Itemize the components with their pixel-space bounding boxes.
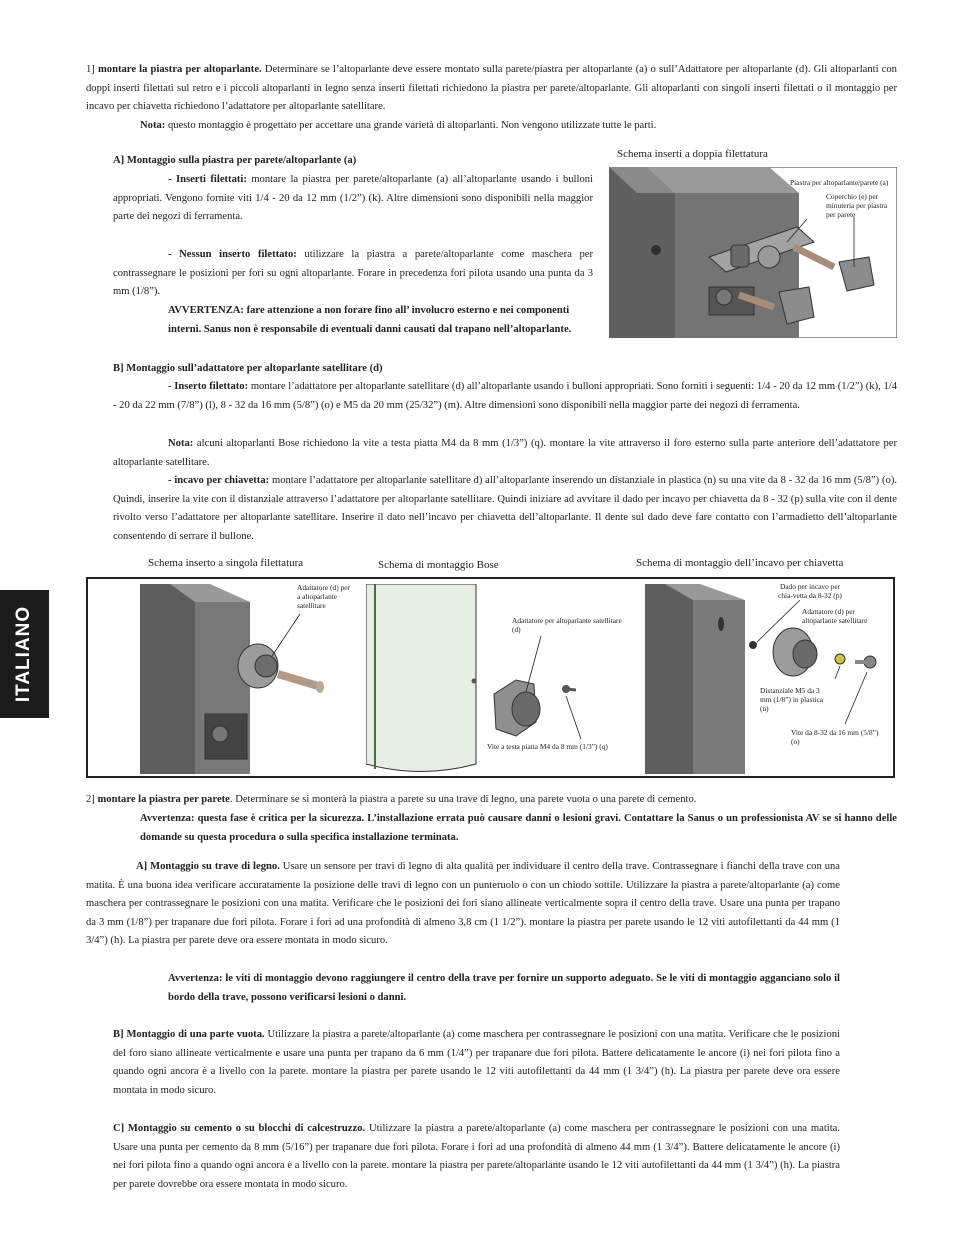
- section2-num: 2]: [86, 794, 95, 805]
- section1-B-keyhole: [113, 472, 897, 546]
- section2-B: [113, 1026, 840, 1100]
- fig2-label-adapter: Adattatore per altoparlante satellitare (d): [512, 616, 622, 634]
- fig1-label-adapter: Adattatore (d) per a altoparlante satellitare: [297, 583, 350, 610]
- section1-A-threaded: [113, 171, 593, 227]
- section2-A-text: Usare un sensore per travi di legno di alta qualità per individuare il centro della trave. Contrassegnare i fianchi della trave con una matita. È una buona idea verificare accuratamente la posizione delle travi di legno con un punteruolo o con un chiodo sottile. Utilizzare la piastra a parete/altoparlante (a) come maschera per contrassegnare le posizioni con una matita. Verificare che le posizioni dei fori siano allineate verticalmente sopra il centro della trave. Usare una punta per trapano da 3 mm (1/8”) per trapanare due fori pilota. Forare i fori ad una profondità di almeno 3,8 cm (1 1/2”). montare la piastra per parete usando le 12 viti autofilettanti da 44 mm (1 3/4”) (h). La piastra per parete deve ora essere montata in modo sicuro.: [86, 861, 840, 947]
- section2-title: montare la piastra per parete: [97, 794, 230, 805]
- fig3-label-spacer: Distanziale M5 da 3 mm (1/8”) in plastica (n): [760, 686, 824, 713]
- section2-B-text: Utilizzare la piastra a parete/altoparlante (a) come maschera per contrassegnare le posizioni con una matita. Verificare che le posizioni del foro siano allineate verticalmente e usare una punta per trapano da 6 mm (1/4”) per trapanare due fori pilota. Battere delicatamente le ancore (i) nei fori pilota fino a quando ogni ancora è a livello con la parete. montare la piastra per parete usando le 12 viti autofilettanti da 44 mm (1 3/4”) (h). La piastra per parete deve ora essere montata in modo sicuro.: [113, 1029, 840, 1096]
- section2-warning: Avvertenza: questa fase è critica per la sicurezza. L’installazione errata può causare danni o lesioni gravi. Contattare la Sanus o un professionista AV se si hanno delle domande su questa procedura o sulla specifica installazione terminata.: [140, 813, 897, 843]
- fig2-caption: Schema di montaggio Bose: [378, 559, 499, 571]
- language-tab-label: ITALIANO: [13, 605, 34, 703]
- fig-top-caption: Schema inserti a doppia filettatura: [617, 148, 768, 160]
- section1-A-none: [113, 246, 593, 302]
- section2-A-warning: Avvertenza: le viti di montaggio devono raggiungere il centro della trave per fornire un supporto adeguato. Se le viti di montaggio agganciano solo il bordo della trave, possono verificarsi lesioni o danni.: [168, 973, 840, 1003]
- section1-A-none-label: - Nessun inserto filettato:: [168, 249, 297, 260]
- section1-intro: [86, 61, 897, 117]
- fig3-caption: Schema di montaggio dell’incavo per chiavetta: [636, 557, 844, 569]
- section1-A-none-text: utilizzare la piastra a parete/altoparlante come maschera per contrassegnare le posizioni per fori su ogni altoparlante. Forare in precedenza fori pilota usando una punta da 3 mm (1/8”).: [113, 249, 593, 298]
- section1-note-text: questo montaggio è progettato per accettare una grande varietà di altoparlanti. Non vengono utilizzate tutte le parti.: [167, 120, 657, 131]
- section1-B-threaded-label: - Inserto filettato:: [168, 381, 249, 392]
- fig1-caption: Schema inserto a singola filettatura: [148, 557, 304, 569]
- section1-note-label: Nota:: [140, 120, 166, 131]
- section2-C-title: C] Montaggio su cemento o su blocchi di calcestruzzo.: [113, 1123, 366, 1134]
- section1-A-threaded-text: montare la piastra per parete/altoparlante (a) all’altoparlante usando i bulloni appropriati. Vengono fornite viti 1/4 - 20 da 12 mm (1/2”) (k). Altre dimensioni sono disponibili nella maggior parte dei negozi di ferramenta.: [113, 174, 593, 223]
- section1-B-note-text: alcuni altoparlanti Bose richiedono la vite a testa piatta M4 da 8 mm (1/3”) (q). montare la vite attraverso il foro esterno sulla parte anteriore dell’adattatore per altoparlante satellitare.: [113, 438, 897, 468]
- section1-B-threaded: [113, 378, 897, 415]
- section1-num: 1]: [86, 64, 95, 75]
- section2-B-title: B] Montaggio di una parte vuota.: [113, 1029, 265, 1040]
- fig-top-label-plate: Piastra per altoparlante/parete (a): [790, 178, 889, 187]
- section2-A-title: A] Montaggio su trave di legno.: [136, 861, 280, 872]
- section2-C: [113, 1120, 840, 1194]
- section2-intro: [86, 791, 897, 810]
- section1-B-keyhole-label: - incavo per chiavetta:: [168, 475, 270, 486]
- section1-B-title: B] Montaggio sull’adattatore per altoparlante satellitare (d): [113, 363, 383, 374]
- fig-top-label-cover: Coperchio (e) per minuteria per piastra per parete: [826, 192, 888, 219]
- fig3-label-screw: Vite da 8-32 da 16 mm (5/8”) (o): [791, 728, 879, 746]
- section2-C-text: Utilizzare la piastra a parete/altoparlante (a) come maschera per contrassegnare le posizioni con una matita. Usare una punta per cemento da 8 mm (5/16”) per trapanare due fori pilota. Forare i fori ad una profondità di almeno 44 mm (1 3/4”). Battere delicatamente le ancore (i) nei fori pilota fino a quando ogni ancora è a livello con la parete. montare la piastra per parete/altoparlante usando le 12 viti autofilettanti da 44 mm (1 3/4”) (h). La piastra per parete dovrebbe ora essere montata in modo sicuro.: [113, 1123, 840, 1190]
- section1-title: montare la piastra per altoparlante.: [97, 64, 262, 75]
- section1-B-threaded-text: montare l’adattatore per altoparlante satellitare (d) all’altoparlante usando i bulloni appropriati. Sono forniti i seguenti: 1/4 - 20 da 12 mm (1/2”) (k), 1/4 - 20 da 22 mm (7/8”) (l), 8 - 32 da 16 mm (5/8”) (o) e M5 da 20 mm (25/32”) (m). Altre dimensioni sono disponibili nella maggior parte dei negozi di ferramenta.: [113, 381, 898, 411]
- section2-intro-text: . Determinare se si monterà la piastra a parete su una trave di legno, una parete vuota o una parete di cemento.: [229, 794, 697, 805]
- section2-A: [86, 858, 840, 951]
- section1-intro-text: Determinare se l’altoparlante deve essere montato sulla parete/piastra per altoparlante (a) o sull’Adattatore per altoparlante (d). Gli altoparlanti con doppi inserti filettati sul retro e i piccoli altoparlanti in legno senza inserti filettati richiedono la piastra per parete/altoparlante. Gli altoparlanti con singoli inserti filettati o il montaggio per incavo per chiavetta richiedono l’adattatore per altoparlante satellitare.: [86, 64, 897, 113]
- fig2-label-screw: Vite a testa piatta M4 da 8 mm (1/3”) (q): [487, 742, 608, 751]
- section1-A-title: A] Montaggio sulla piastra per parete/altoparlante (a): [113, 155, 357, 166]
- fig3-label-nut: Dado per incavo per chia-vetta da 8-32 (p): [778, 582, 842, 600]
- section1-B-keyhole-text: montare l’adattatore per altoparlante satellitare d) all’altoparlante inserendo un distanziale in plastica (n) su una vite da 8 - 32 da 16 mm (5/8”) (o). Quindi, inserire la vite con il distanziale attraverso l’adattatore per altoparlante satellitare. Quindi iniziare ad avvitare il dado per incavo per chiavetta da 8 - 32 (p) sulla vite con il dente rivolto verso l’adattatore per altoparlante satellitare. Inserire il dato nell’incavo per chiavetta dell’altoparlante. Il dente sul dado deve fare contatto con l’armadietto dell’altoparlante consentendo di serrare il bullone.: [113, 475, 897, 542]
- fig3-label-adapter: Adattatore (d) per altoparlante satellitare: [802, 607, 868, 625]
- section1-A-threaded-label: - Inserti filettati:: [168, 174, 247, 185]
- section1-B-note: [113, 435, 897, 472]
- fig-single-thread-diagram: [140, 584, 340, 774]
- section1-A-warning: AVVERTENZA: fare attenzione a non forare fino all’ involucro esterno e nei componenti interni. Sanus non è responsabile di eventuali danni causati dal trapano nell’altoparlante.: [168, 305, 572, 335]
- language-tab: [0, 590, 49, 718]
- section1-note: [140, 117, 900, 136]
- section1-B-note-label: Nota:: [168, 438, 194, 449]
